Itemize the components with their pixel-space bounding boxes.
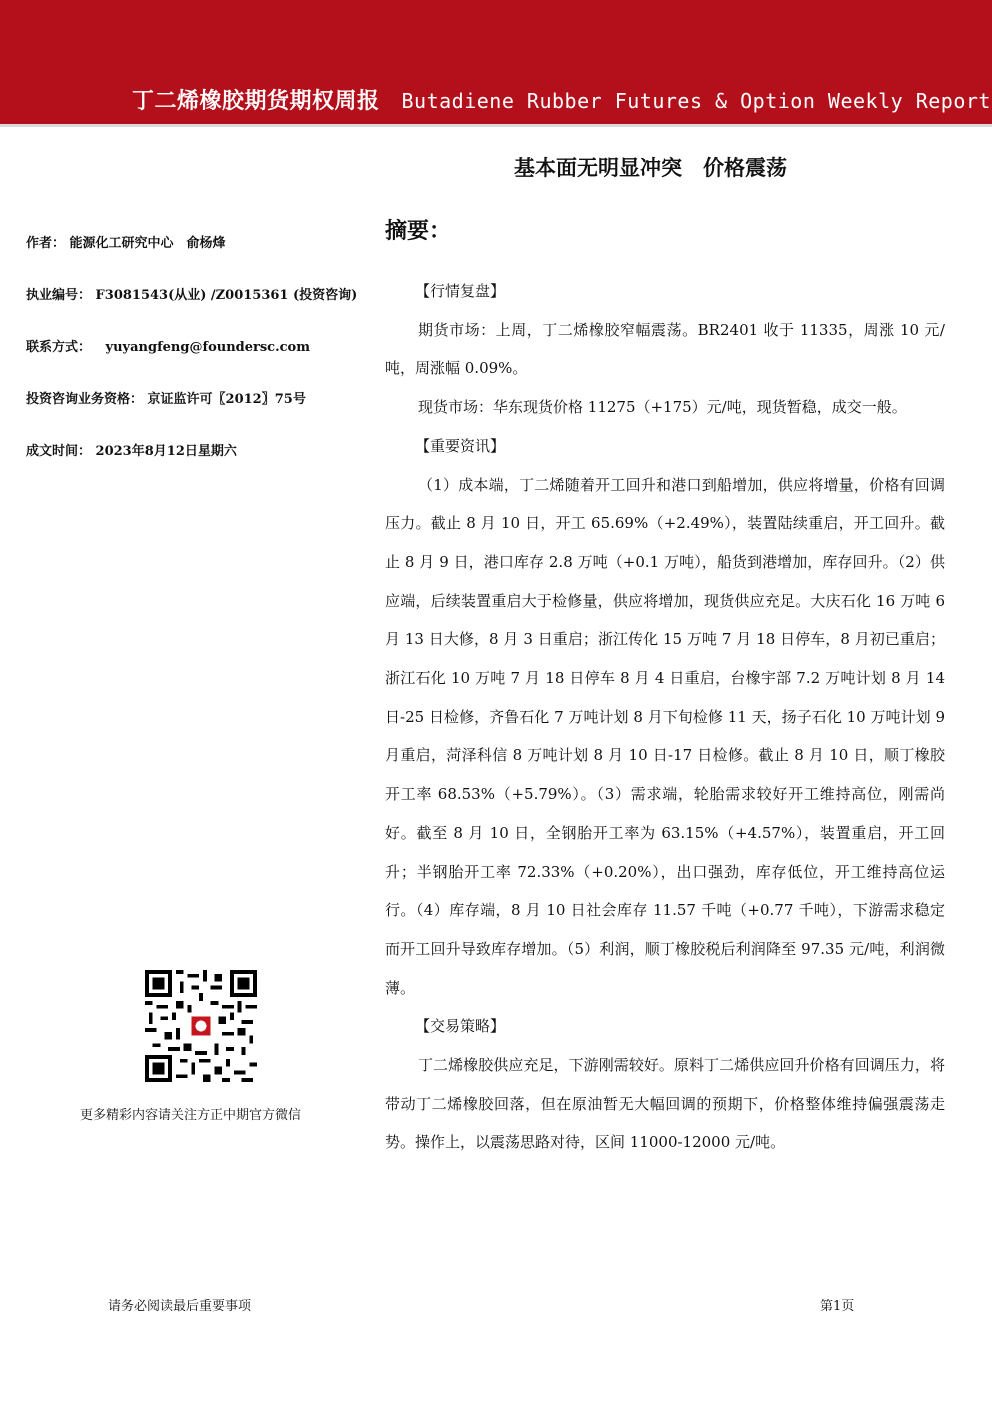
contact-email: yuyangfeng@foundersc.com — [105, 340, 310, 355]
main-title: 基本面无明显冲突 价格震荡 — [514, 156, 787, 180]
qualification-row — [26, 388, 366, 440]
license-row — [26, 284, 366, 336]
contact-label: 联系方式： — [26, 340, 92, 355]
license-value: F3081543(从业) /Z0015361 (投资咨询) — [95, 288, 358, 303]
section-title-trading-strategy: 【交易策略】 — [415, 1017, 506, 1036]
author-row — [26, 232, 366, 284]
date-label: 成文时间： — [26, 444, 92, 459]
license-label: 执业编号： — [26, 288, 92, 303]
date-row — [26, 440, 366, 492]
qualification-value: 京证监许可〖2012〗75号 — [147, 392, 306, 407]
report-body — [385, 272, 945, 1162]
contact-row — [26, 336, 366, 388]
qualification-label: 投资咨询业务资格： — [26, 392, 144, 407]
page-number: 第1页 — [820, 1299, 855, 1314]
qr-caption: 更多精彩内容请关注方正中期官方微信 — [80, 1108, 302, 1123]
paragraph-spot-market: 现货市场：华东现货价格 11275（+175）元/吨，现货暂稳，成交一般。 — [418, 398, 907, 417]
author-info-panel — [26, 232, 366, 492]
section-title-market-review: 【行情复盘】 — [415, 282, 506, 300]
paragraph-futures-market: 期货市场：上周，丁二烯橡胶窄幅震荡。BR2401 收于 11335，周涨 10 元/吨，周涨幅 0.09%。 — [385, 320, 945, 378]
header-title-cn: 丁二烯橡胶期货期权周报 — [132, 89, 380, 114]
author-value: 能源化工研究中心 俞杨烽 — [69, 236, 226, 251]
paragraph-trading-strategy: 丁二烯橡胶供应充足，下游刚需较好。原料丁二烯供应回升价格有回调压力，将带动丁二烯橡胶回落，但在原油暂无大幅回调的预期下，价格整体维持偏强震荡走势。操作上，以震荡思路对待，区间 11000-12000 元/吨。 — [385, 1056, 945, 1152]
author-label: 作者： — [26, 236, 66, 251]
header-divider — [0, 124, 992, 127]
date-value: 2023年8月12日星期六 — [95, 444, 237, 459]
abstract-heading: 摘要： — [385, 219, 452, 244]
wechat-qr-code — [145, 970, 257, 1082]
paragraph-key-news: （1）成本端，丁二烯随着开工回升和港口到船增加，供应将增量，价格有回调压力。截止 8 月 10 日，开工 65.69%（+2.49%），装置陆续重启，开工回升。截止 8 月 9 日，港口库存 2.8 万吨（+0.1 万吨），船货到港增加，库存回升。（2）供应端，后续装置重启大于检修量，供应将增加，现货供应充足。大庆石化 16 万吨 6 月 13 日大修，8 月 3 日重启；浙江传化 15 万吨 7 月 18 日停车，8 月初已重启；浙江石化 10 万吨 7 月 18 日停车 8 月 4 日重启，台橡宇部 7.2 万吨计划 8 月 14 日-25 日检修，齐鲁石化 7 万吨计划 8 月下旬检修 11 天，扬子石化 10 万吨计划 9 月重启，菏泽科信 8 万吨计划 8 月 10 日-17 日检修。截止 8 月 10 日，顺丁橡胶开工率 68.53%（+5.79%）。（3）需求端，轮胎需求较好开工维持高位，刚需尚好。截至 8 月 10 日，全钢胎开工率为 63.15%（+4.57%），装置重启，开工回升；半钢胎开工率 72.33%（+0.20%），出口强劲，库存低位，开工维持高位运行。（4）库存端，8 月 10 日社会库存 11.57 千吨（+0.77 千吨），下游需求稳定而开工回升导致库存增加。（5）利润，顺丁橡胶税后利润降至 97.35 元/吨，利润微薄。 — [385, 475, 945, 997]
report-header-title — [132, 84, 991, 115]
header-title-en: Butadiene Rubber Futures & Option Weekly Report — [401, 89, 991, 113]
section-title-key-news: 【重要资讯】 — [415, 436, 506, 455]
footer-notice: 请务必阅读最后重要事项 — [108, 1299, 252, 1314]
